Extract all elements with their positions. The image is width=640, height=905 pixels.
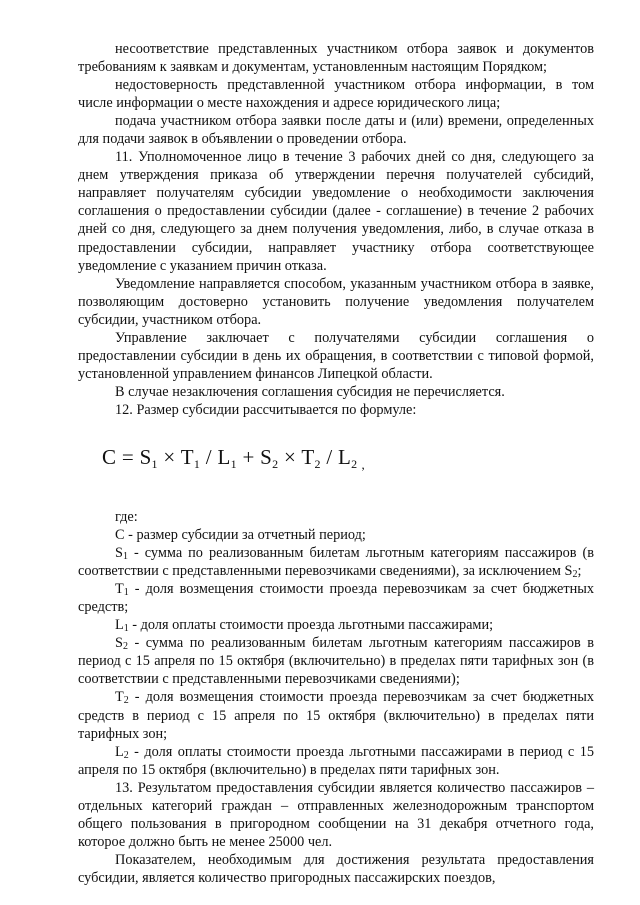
- definition-s1: $S_1$ - сумма по реализованным билетам льготным категориям пассажиров (в соответствии с представленными перевозчиками сведениями), за исключением $S_2$;: [78, 545, 594, 581]
- where-label: где:: [115, 508, 138, 525]
- paragraph-agreement: Управление заключает с получателями субсидии соглашения о предоставлении субсидии в день их обращения, в соответствии с типовой формой, установленной управлением финансов Липецкой области.: [78, 329, 594, 382]
- paragraph-indicator: Показателем, необходимым для достижения результата предоставления субсидии, является количество пригородных пассажирских поездов,: [78, 851, 594, 886]
- definition-c: С - размер субсидии за отчетный период;: [115, 527, 366, 544]
- definition-t2: $Т_2$ - доля возмещения стоимости проезда перевозчикам за счет бюджетных средств в период с 15 апреля по 15 октября (включительно) в пределах пяти тарифных зон;: [78, 689, 594, 742]
- definition-l1: $L_1$ - доля оплаты стоимости проезда льготными пассажирами;: [115, 617, 494, 635]
- paragraph-notification: Уведомление направляется способом, указанным участником отбора в заявке, позволяющим достоверно установить получение уведомления получателем субсидии, участником отбора.: [78, 275, 594, 328]
- paragraph-item-11: 11. Уполномоченное лицо в течение 3 рабочих дней со дня, следующего за днем утверждения приказа об утверждении перечня получателей субсидий, направляет получателям субсидии уведомление о необходимости заключения соглашения о предоставлении субсидии (далее - соглашение) в течение 2 рабочих дней со дня, следующего за днем получения уведомления, либо, в случае отказа в предоставлении субсидии, направляет участнику отбора соответствующее уведомление с указанием причин отказа.: [78, 149, 594, 274]
- definition-l2: $L_2$ - доля оплаты стоимости проезда льготными пассажирами в период с 15 апреля по 15 октября (включительно) в пределах пяти тарифных зон.: [78, 743, 594, 778]
- paragraph-item-12: 12. Размер субсидии рассчитывается по формуле:: [115, 401, 417, 418]
- paragraph-mismatch: несоответствие представленных участником отбора заявок и документов требованиям к заявкам и документам, установленным настоящим Порядком;: [78, 41, 594, 76]
- paragraph-inaccuracy: недостоверность представленной участником отбора информации, в том числе информации о месте нахождения и адресе юридического лица;: [78, 77, 594, 112]
- paragraph-late-submission: подача участником отбора заявки после даты и (или) времени, определенных для подачи заявок в объявлении о проведении отбора.: [78, 113, 594, 148]
- subsidy-formula: $C = S_1 \times T_1 / L_1 + S_2 \times T_2 / L_2$ $_,$: [102, 444, 366, 472]
- document-page: [78, 40, 594, 887]
- definition-s2: $S_2$ - сумма по реализованным билетам льготным категориям пассажиров в период с 15 апреля по 15 октября (включительно) в пределах пяти тарифных зон (в соответствии с представленными перевозчиками сведениями);: [78, 635, 594, 688]
- definition-t1: $Т_1$ - доля возмещения стоимости проезда перевозчикам за счет бюджетных средств;: [78, 581, 594, 616]
- paragraph-no-agreement: В случае незаключения соглашения субсидия не перечисляется.: [115, 383, 505, 400]
- paragraph-item-13: 13. Результатом предоставления субсидии является количество пассажиров – отдельных категорий граждан – отправленных железнодорожным транспортом общего пользования в пригородном сообщении на 31 декабря отчетного года, которое должно быть не менее 25000 чел.: [78, 779, 594, 850]
